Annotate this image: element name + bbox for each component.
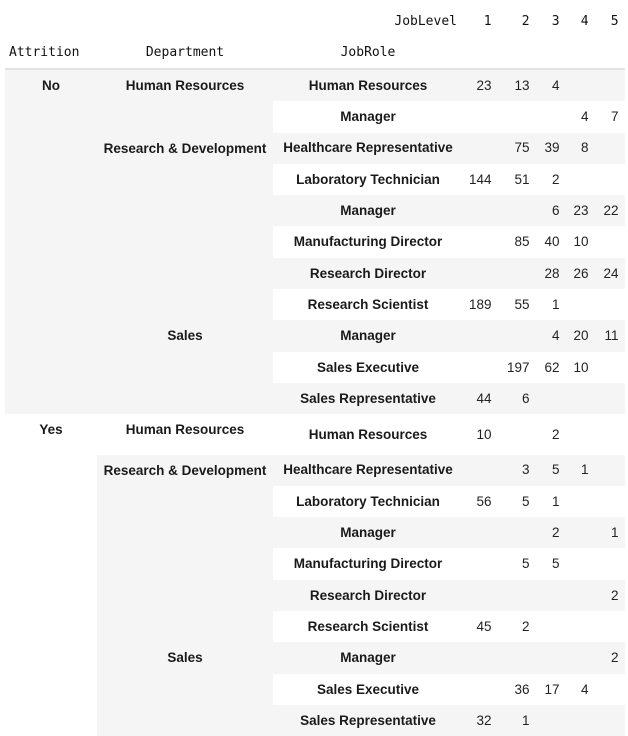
cell-joblevel-3: 4 xyxy=(536,320,566,351)
cell-joblevel-5 xyxy=(595,69,625,101)
cell-joblevel-3: 39 xyxy=(536,133,566,164)
cell-joblevel-3: 2 xyxy=(552,426,560,442)
cell-joblevel-2: 5 xyxy=(522,556,530,572)
cell-joblevel-5 xyxy=(595,611,625,642)
pivot-table xyxy=(5,6,625,736)
cell-joblevel-2 xyxy=(498,258,536,289)
cell-joblevel-1: 45 xyxy=(476,618,492,634)
cell-joblevel-3: 2 xyxy=(536,517,566,548)
cell-joblevel-1 xyxy=(463,674,498,705)
header-blank xyxy=(566,37,595,69)
cell-joblevel-2: 5 xyxy=(522,493,530,509)
table-row xyxy=(5,320,625,351)
cell-joblevel-5: 22 xyxy=(595,195,625,226)
row-label-jobrole: Manufacturing Director xyxy=(273,548,463,579)
cell-joblevel-2: 36 xyxy=(514,681,530,697)
cell-joblevel-2: 55 xyxy=(514,296,530,312)
cell-joblevel-1 xyxy=(463,133,498,164)
cell-joblevel-4: 20 xyxy=(566,320,595,351)
row-label-jobrole: Sales Representative xyxy=(273,705,463,736)
row-label-jobrole: Manager xyxy=(273,642,463,673)
column-index-name: JobLevel xyxy=(394,14,457,29)
cell-joblevel-5: 1 xyxy=(595,517,625,548)
cell-joblevel-1: 189 xyxy=(469,296,492,312)
header-blank xyxy=(97,6,273,37)
cell-joblevel-2 xyxy=(498,517,536,548)
row-label-attrition: Yes xyxy=(5,414,97,736)
cell-joblevel-3: 1 xyxy=(552,493,560,509)
cell-joblevel-1 xyxy=(463,548,498,579)
cell-joblevel-3: 28 xyxy=(536,258,566,289)
row-label-department: Human Resources xyxy=(97,414,273,454)
cell-joblevel-5 xyxy=(595,226,625,257)
cell-joblevel-2: 6 xyxy=(498,383,536,414)
cell-joblevel-1: 10 xyxy=(476,426,492,442)
index-name-department: Department xyxy=(97,37,273,69)
row-label-attrition: No xyxy=(5,69,97,414)
row-label-department: Sales xyxy=(97,642,273,736)
cell-joblevel-2 xyxy=(498,320,536,351)
cell-joblevel-5: 2 xyxy=(595,580,625,611)
cell-joblevel-5 xyxy=(595,383,625,414)
row-label-jobrole: Sales Representative xyxy=(273,383,463,414)
row-label-jobrole: Manufacturing Director xyxy=(273,226,463,257)
cell-joblevel-3: 17 xyxy=(544,681,560,697)
cell-joblevel-1 xyxy=(463,455,498,486)
row-label-jobrole: Healthcare Representative xyxy=(273,133,463,164)
cell-joblevel-3 xyxy=(536,642,566,673)
column-header-5: 5 xyxy=(610,14,619,29)
cell-joblevel-4 xyxy=(566,383,595,414)
cell-joblevel-2: 1 xyxy=(498,705,536,736)
index-name-jobrole: JobRole xyxy=(273,37,463,69)
table-row xyxy=(5,69,625,101)
cell-joblevel-4 xyxy=(566,611,595,642)
row-label-jobrole: Human Resources xyxy=(273,69,463,101)
cell-joblevel-1 xyxy=(463,226,498,257)
column-header-2: 2 xyxy=(521,14,530,29)
cell-joblevel-5 xyxy=(595,486,625,517)
cell-joblevel-4: 26 xyxy=(566,258,595,289)
cell-joblevel-2: 51 xyxy=(514,171,530,187)
cell-joblevel-1 xyxy=(463,352,498,383)
table-row xyxy=(5,642,625,673)
cell-joblevel-1 xyxy=(463,580,498,611)
cell-joblevel-3: 5 xyxy=(536,455,566,486)
cell-joblevel-2 xyxy=(498,580,536,611)
cell-joblevel-5: 7 xyxy=(611,109,619,125)
cell-joblevel-1 xyxy=(463,320,498,351)
cell-joblevel-4 xyxy=(566,289,595,320)
row-label-jobrole: Manager xyxy=(273,101,463,132)
header-blank xyxy=(5,6,97,37)
cell-joblevel-1: 44 xyxy=(463,383,498,414)
row-label-jobrole: Laboratory Technician xyxy=(273,164,463,195)
cell-joblevel-5: 2 xyxy=(595,642,625,673)
cell-joblevel-2: 2 xyxy=(522,618,530,634)
cell-joblevel-5 xyxy=(595,455,625,486)
cell-joblevel-4 xyxy=(566,705,595,736)
row-label-jobrole: Manager xyxy=(273,517,463,548)
cell-joblevel-2: 197 xyxy=(507,359,530,375)
row-label-department: Research & Development xyxy=(97,133,273,321)
cell-joblevel-1: 144 xyxy=(469,171,492,187)
cell-joblevel-3: 62 xyxy=(544,359,560,375)
cell-joblevel-5: 24 xyxy=(595,258,625,289)
row-label-jobrole: Manager xyxy=(273,320,463,351)
row-label-department: Research & Development xyxy=(97,455,273,643)
cell-joblevel-2: 3 xyxy=(498,455,536,486)
cell-joblevel-3: 4 xyxy=(536,69,566,101)
cell-joblevel-5 xyxy=(595,289,625,320)
cell-joblevel-5 xyxy=(595,414,625,454)
header-row-joblevel xyxy=(5,6,625,37)
row-label-jobrole: Research Director xyxy=(273,258,463,289)
cell-joblevel-4 xyxy=(566,517,595,548)
cell-joblevel-3 xyxy=(536,580,566,611)
row-label-department: Human Resources xyxy=(97,69,273,133)
cell-joblevel-5 xyxy=(595,352,625,383)
row-label-jobrole: Healthcare Representative xyxy=(273,455,463,486)
row-label-jobrole: Laboratory Technician xyxy=(273,486,463,517)
cell-joblevel-3 xyxy=(536,611,566,642)
cell-joblevel-4 xyxy=(566,548,595,579)
cell-joblevel-1 xyxy=(463,195,498,226)
cell-joblevel-2: 13 xyxy=(498,69,536,101)
cell-joblevel-1: 56 xyxy=(476,493,492,509)
column-header-1: 1 xyxy=(483,14,492,29)
cell-joblevel-3 xyxy=(536,101,566,132)
row-label-jobrole: Human Resources xyxy=(273,414,463,454)
row-label-jobrole: Research Scientist xyxy=(273,611,463,642)
cell-joblevel-4: 10 xyxy=(573,359,589,375)
cell-joblevel-2 xyxy=(498,414,536,454)
cell-joblevel-4: 1 xyxy=(566,455,595,486)
cell-joblevel-1: 32 xyxy=(463,705,498,736)
table-row xyxy=(5,455,625,486)
cell-joblevel-2: 75 xyxy=(498,133,536,164)
row-label-department: Sales xyxy=(97,320,273,414)
cell-joblevel-4 xyxy=(566,164,595,195)
cell-joblevel-3 xyxy=(536,705,566,736)
cell-joblevel-2 xyxy=(498,642,536,673)
cell-joblevel-3: 2 xyxy=(552,171,560,187)
cell-joblevel-5 xyxy=(595,133,625,164)
cell-joblevel-2 xyxy=(498,101,536,132)
header-row-index-names xyxy=(5,37,625,69)
cell-joblevel-1 xyxy=(463,642,498,673)
cell-joblevel-2: 85 xyxy=(514,234,530,250)
row-label-jobrole: Sales Executive xyxy=(273,674,463,705)
header-blank xyxy=(463,37,498,69)
cell-joblevel-4 xyxy=(566,414,595,454)
cell-joblevel-4: 4 xyxy=(581,681,589,697)
cell-joblevel-4: 23 xyxy=(566,195,595,226)
cell-joblevel-4: 10 xyxy=(573,234,589,250)
cell-joblevel-5 xyxy=(595,548,625,579)
column-header-3: 3 xyxy=(551,14,560,29)
header-blank xyxy=(595,37,625,69)
cell-joblevel-4 xyxy=(566,69,595,101)
table-row xyxy=(5,133,625,164)
table-row xyxy=(5,414,625,454)
cell-joblevel-3 xyxy=(536,383,566,414)
row-label-jobrole: Research Director xyxy=(273,580,463,611)
cell-joblevel-5 xyxy=(595,705,625,736)
cell-joblevel-3: 5 xyxy=(552,556,560,572)
row-label-jobrole: Research Scientist xyxy=(273,289,463,320)
cell-joblevel-3: 6 xyxy=(536,195,566,226)
cell-joblevel-2 xyxy=(498,195,536,226)
cell-joblevel-3: 40 xyxy=(544,234,560,250)
cell-joblevel-1 xyxy=(463,101,498,132)
cell-joblevel-5: 11 xyxy=(595,320,625,351)
cell-joblevel-1: 23 xyxy=(463,69,498,101)
table-body xyxy=(5,69,625,736)
column-header-4: 4 xyxy=(580,14,589,29)
index-name-attrition: Attrition xyxy=(5,37,97,69)
cell-joblevel-4: 4 xyxy=(581,109,589,125)
cell-joblevel-4 xyxy=(566,486,595,517)
cell-joblevel-1 xyxy=(463,258,498,289)
row-label-jobrole: Sales Executive xyxy=(273,352,463,383)
cell-joblevel-4: 8 xyxy=(566,133,595,164)
header-blank xyxy=(498,37,536,69)
cell-joblevel-5 xyxy=(595,164,625,195)
cell-joblevel-4 xyxy=(566,580,595,611)
row-label-jobrole: Manager xyxy=(273,195,463,226)
cell-joblevel-4 xyxy=(566,642,595,673)
cell-joblevel-1 xyxy=(463,517,498,548)
header-blank xyxy=(536,37,566,69)
cell-joblevel-5 xyxy=(595,674,625,705)
cell-joblevel-3: 1 xyxy=(552,296,560,312)
